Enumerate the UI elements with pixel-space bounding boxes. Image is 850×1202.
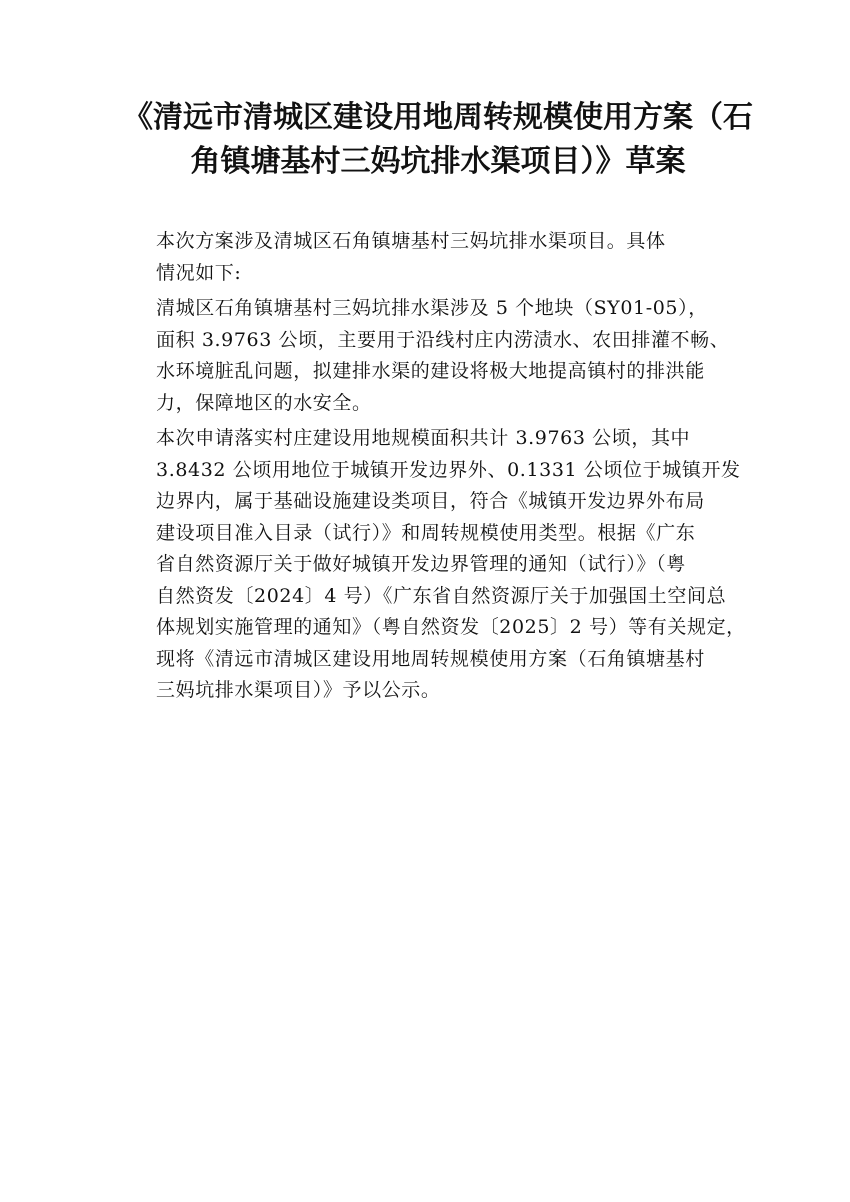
title-line-2: 角镇塘基村三妈坑排水渠项目）》草案 xyxy=(190,144,686,179)
paragraph-line: 水环境脏乱问题，拟建排水渠的建设将极大地提高镇村的排洪能 xyxy=(156,360,705,382)
paragraph-line: 边界内，属于基础设施建设类项目，符合《城镇开发边界外布局 xyxy=(156,490,705,512)
paragraph-2 xyxy=(118,293,730,419)
paragraph-line: 清城区石角镇塘基村三妈坑排水渠涉及 5 个地块（SY01-05）， xyxy=(156,297,708,319)
paragraph-line: 本次方案涉及清城区石角镇塘基村三妈坑排水渠项目。具体 xyxy=(156,230,666,252)
document-body xyxy=(118,226,746,711)
paragraph-line: 本次申请落实村庄建设用地规模面积共计 3.9763 公顷，其中 xyxy=(156,427,691,449)
paragraph-line: 省自然资源厅关于做好城镇开发边界管理的通知（试行）》（粤 xyxy=(156,553,686,575)
paragraph-1 xyxy=(118,226,730,289)
title-line-1: 《清远市清城区建设用地周转规模使用方案（石 xyxy=(123,100,753,135)
paragraph-3 xyxy=(118,423,746,707)
paragraph-line: 建设项目准入目录（试行）》和周转规模使用类型。根据《广东 xyxy=(156,521,696,544)
paragraph-line: 体规划实施管理的通知》（粤自然资发〔2025〕2 号）等有关规定， xyxy=(156,616,746,638)
paragraph-line: 面积 3.9763 公顷，主要用于沿线村庄内涝渍水、农田排灌不畅、 xyxy=(156,328,730,351)
paragraph-line: 3.8432 公顷用地位于城镇开发边界外、0.1331 公顷位于城镇开发 xyxy=(156,458,741,481)
paragraph-line: 力，保障地区的水安全。 xyxy=(156,391,372,414)
paragraph-line: 三妈坑排水渠项目）》予以公示。 xyxy=(156,679,441,701)
paragraph-line: 现将《清远市清城区建设用地周转规模使用方案（石角镇塘基村 xyxy=(156,647,705,670)
document-title xyxy=(118,96,758,184)
paragraph-line: 情况如下: xyxy=(156,261,242,284)
paragraph-line: 自然资发〔2024〕4 号）《广东省自然资源厅关于加强国土空间总 xyxy=(156,584,727,607)
